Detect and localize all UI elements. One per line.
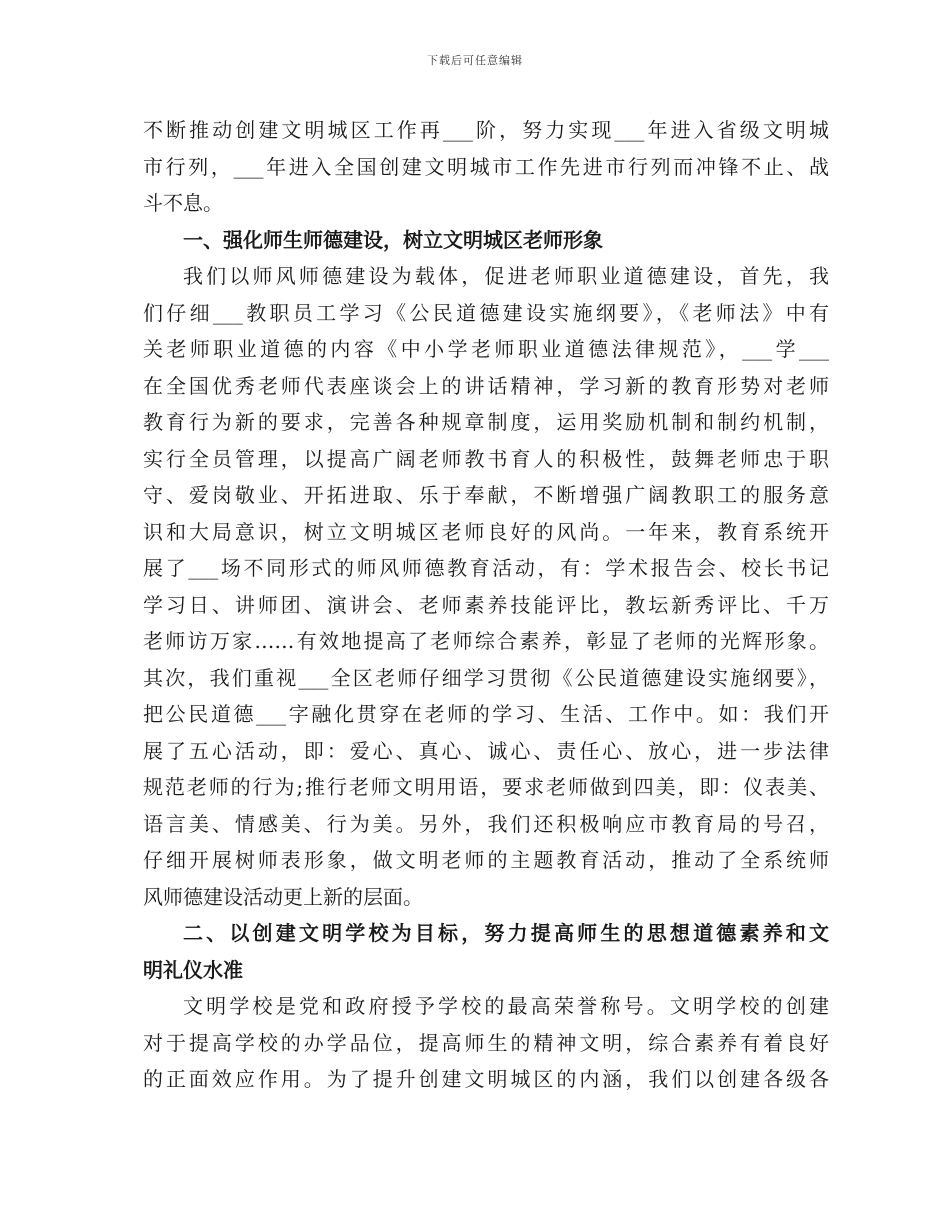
section-heading-line: 二、以创建文明学校为目标，努力提高师生的思想道德素养和文: [183, 921, 829, 945]
paragraph-line: 我们以师风师德建设为载体，促进老师职业道德建设，首先，我: [183, 264, 829, 288]
paragraph-line: 守、爱岗敬业、开拓进取、乐于奉献，不断增强广阔教职工的服务意: [143, 483, 829, 507]
paragraph-line: 教育行为新的要求，完善各种规章制度，运用奖励机制和制约机制，: [143, 410, 829, 434]
paragraph-line: 对于提高学校的办学品位，提高师生的精神文明，综合素养有着良好: [143, 1030, 829, 1055]
paragraph-line: 识和大局意识，树立文明城区老师良好的风尚。一年来，教育系统开: [143, 519, 829, 544]
paragraph-line: 风师德建设活动更上新的层面。: [143, 884, 423, 909]
paragraph-line: 仔细开展树师表形象，做文明老师的主题教育活动，推动了全系统师: [143, 848, 829, 872]
paragraph-line: 老师访万家……有效地提高了老师综合素养，彰显了老师的光辉形象。: [143, 629, 829, 653]
paragraph-line: 关老师职业道德的内容《中小学老师职业道德法律规范》，___学___: [143, 337, 829, 361]
page-header-note: 下载后可任意编辑: [427, 54, 523, 67]
paragraph-line: 不断推动创建文明城区工作再___阶，努力实现___年进入省级文明城: [143, 118, 829, 142]
paragraph-line: 实行全员管理，以提高广阔老师教书育人的积极性，鼓舞老师忠于职: [143, 446, 829, 471]
paragraph-line: 们仔细___教职员工学习《公民道德建设实施纲要》，《老师法》中有: [143, 300, 829, 325]
paragraph-line: 的正面效应作用。为了提升创建文明城区的内涵，我们以创建各级各: [143, 1067, 829, 1091]
paragraph-line: 其次，我们重视___全区老师仔细学习贯彻《公民道德建设实施纲要》，: [143, 665, 829, 690]
document-body: [143, 112, 829, 1098]
paragraph-line: 斗不息。: [143, 191, 223, 215]
paragraph-line: 规范老师的行为;推行老师文明用语，要求老师做到四美，即：仪表美、: [143, 775, 829, 799]
paragraph-line: 展了___场不同形式的师风师德教育活动，有：学术报告会、校长书记: [143, 556, 829, 580]
paragraph-line: 在全国优秀老师代表座谈会上的讲话精神，学习新的教育形势对老师: [143, 373, 829, 398]
paragraph-line: 展了五心活动，即：爱心、真心、诚心、责任心、放心，进一步法律: [143, 738, 829, 763]
paragraph-line: 市行列，___年进入全国创建文明城市工作先进市行列而冲锋不止、战: [143, 154, 829, 179]
paragraph-line: 学习日、讲师团、演讲会、老师素养技能评比，教坛新秀评比、千万: [143, 592, 829, 617]
paragraph-line: 把公民道德___字融化贯穿在老师的学习、生活、工作中。如：我们开: [143, 702, 829, 726]
section-heading-line: 明礼仪水准: [143, 957, 243, 982]
section-heading-line: 一、强化师生师德建设，树立文明城区老师形象: [183, 227, 603, 252]
paragraph-line: 语言美、情感美、行为美。另外，我们还积极响应市教育局的号召，: [143, 811, 829, 836]
paragraph-line: 文明学校是党和政府授予学校的最高荣誉称号。文明学校的创建: [183, 994, 829, 1018]
